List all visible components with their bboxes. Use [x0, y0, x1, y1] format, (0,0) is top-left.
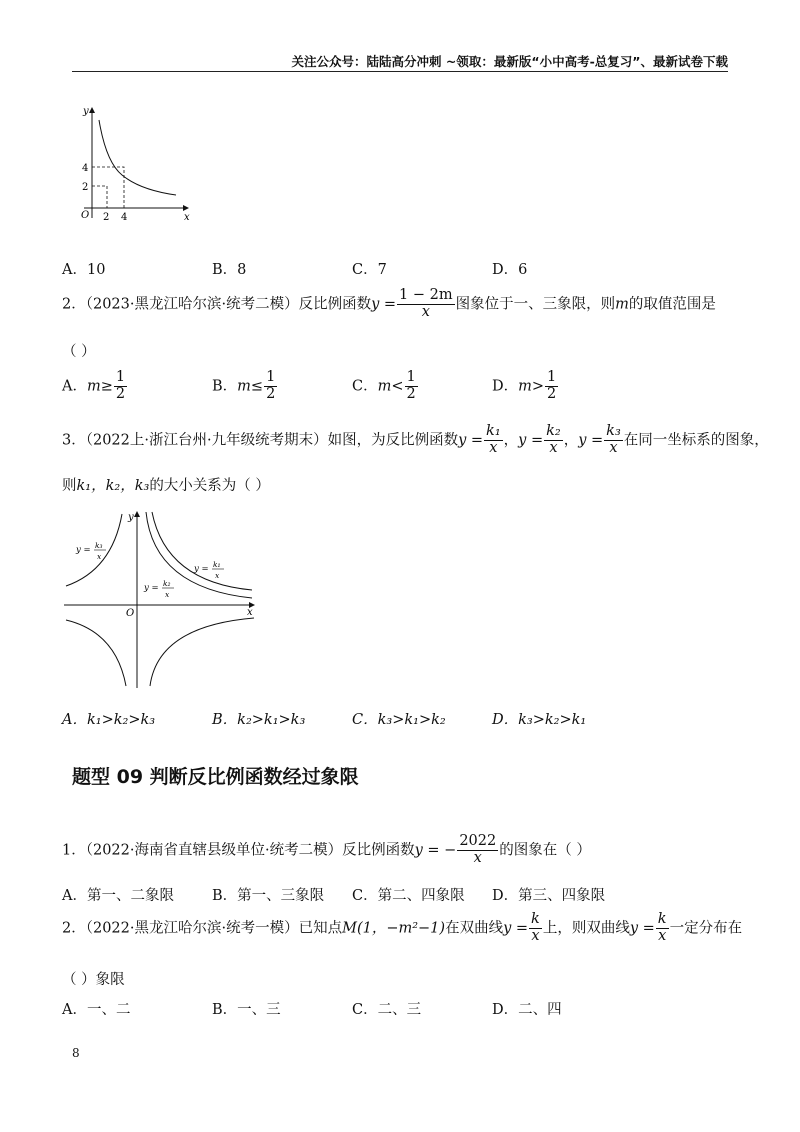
s2-option-c: C．二、三	[352, 1002, 422, 1018]
page-header: 关注公众号：陆陆高分冲刺 ~领取：最新版“小中高考-总复习”、最新试卷下载	[291, 54, 728, 69]
q3-option-c: C．k₃>k₁>k₂	[352, 712, 446, 728]
s1-option-d: D．第三、四象限	[492, 888, 606, 904]
q2-bracket: （ ）	[62, 344, 96, 360]
curve-k2-quadrant-1	[146, 512, 252, 598]
origin-label: O	[81, 210, 90, 221]
hyperbola-curve	[99, 120, 176, 195]
svg-text:k₂: k₂	[163, 579, 171, 588]
svg-text:k₁: k₁	[213, 560, 221, 569]
graph-inverse-function-3	[62, 508, 262, 690]
q3-option-b: B．k₂>k₁>k₃	[212, 712, 306, 728]
s2-option-d: D．二、四	[492, 1002, 562, 1018]
s2-option-a: A．一、二	[62, 1002, 131, 1018]
svg-text:x: x	[215, 571, 220, 580]
x-tick-4: 4	[121, 212, 128, 223]
section-title: 题型 09 判断反比例函数经过象限	[72, 766, 359, 788]
graph-inverse-function-1	[70, 100, 200, 225]
y-tick-4: 4	[82, 163, 89, 174]
svg-text:y =: y =	[194, 564, 209, 574]
svg-text:x: x	[165, 590, 170, 599]
q3-option-d: D．k₃>k₂>k₁	[492, 712, 587, 728]
header-rule	[72, 71, 728, 72]
origin-label: O	[126, 608, 135, 619]
prev-option-a: A．10	[62, 262, 106, 278]
q2-option-a: A．m≥ $\frac{1}{2}$	[62, 369, 126, 402]
dashed-guides-2	[92, 186, 107, 208]
svg-text:k₃: k₃	[95, 541, 103, 550]
dashed-guides-4	[92, 167, 124, 208]
s1-option-c: C．第二、四象限	[352, 888, 465, 904]
label-outer	[193, 560, 224, 580]
x-tick-2: 2	[103, 212, 110, 223]
q2-fraction: $\frac{1 - 2m}{x}$	[399, 287, 453, 320]
s2-stem-line2: （ ）象限	[62, 972, 125, 988]
s1-option-b: B．第一、三象限	[212, 888, 325, 904]
prev-option-c: C．7	[352, 262, 387, 278]
svg-text:x: x	[97, 552, 102, 561]
s2-option-b: B．一、三	[212, 1002, 281, 1018]
q3-option-a: A．k₁>k₂>k₃	[62, 712, 156, 728]
svg-text:y =: y =	[76, 545, 91, 555]
q2-option-b: B．m≤ $\frac{1}{2}$	[212, 369, 276, 402]
s1-option-a: A．第一、二象限	[62, 888, 174, 904]
x-axis-label: x	[247, 607, 253, 618]
q2-stem: 2．（2023·黑龙江哈尔滨·统考二模）反比例函数y = $\frac{1 - 2m}{x}$ 图象位于一、三象限，则m的取值范围是	[62, 287, 716, 320]
q2-option-d: D．m> $\frac{1}{2}$	[492, 369, 557, 402]
y-tick-2: 2	[82, 182, 89, 193]
curve-quadrant-3	[66, 620, 126, 686]
s1-stem: 1．（2022·海南省直辖县级单位·统考二模）反比例函数y = − $\frac{2022}{x}$ 的图象在（ ）	[62, 833, 591, 866]
x-axis-label: x	[184, 212, 190, 223]
q3-stem: 3．（2022上·浙江台州·九年级统考期末）如图，为反比例函数y = $\frac{\text{k₁}}{x}$ ，y = $\frac{\text{k₂}}{x}$ ，y = $\frac{\text{k₃}}{x}$ 在同一坐标系的图象，	[62, 423, 769, 456]
q2-option-c: C．m< $\frac{1}{2}$	[352, 369, 416, 402]
s2-stem: 2．（2022·黑龙江哈尔滨·统考一模）已知点M(1，−m²−1)在双曲线y = $\frac{k}{x}$ 上，则双曲线y = $\frac{k}{x}$ 一定分布在	[62, 911, 743, 944]
q3-stem-line2: 则k₁，k₂，k₃的大小关系为（ ）	[62, 478, 270, 494]
prev-option-d: D．6	[492, 262, 528, 278]
label-left	[75, 541, 106, 561]
y-axis-label: y	[128, 512, 134, 523]
prev-option-b: B．8	[212, 262, 247, 278]
svg-text:y =: y =	[144, 583, 159, 593]
label-inner	[143, 579, 174, 599]
y-axis-label: y	[83, 106, 89, 117]
page-number: 8	[72, 1046, 80, 1060]
curve-quadrant-4	[150, 618, 254, 686]
